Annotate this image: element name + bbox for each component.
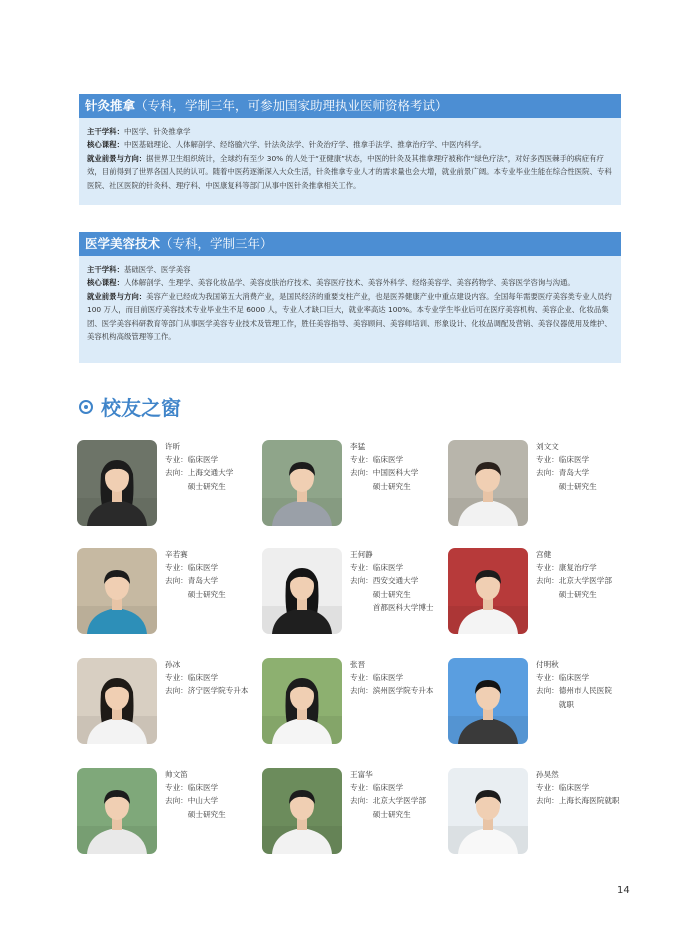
alumni-dest: 硕士研究生 [372, 809, 411, 819]
alumni-info [536, 548, 654, 601]
alumni-dest: 德州市人民医院 [558, 686, 612, 696]
alumni-major: 临床医学 [187, 673, 219, 683]
portrait-image [77, 768, 157, 854]
alumni-card [77, 658, 277, 748]
major-label: 专业： [165, 563, 188, 573]
alumni-photo [262, 548, 342, 634]
alumni-photo [448, 440, 528, 526]
dest-label: 去向： [350, 796, 373, 806]
alumni-card [448, 658, 648, 748]
major-label: 专业： [165, 783, 188, 793]
program-medical-cosmetology [79, 232, 621, 363]
dest-label: 去向： [536, 686, 559, 696]
target-icon [79, 400, 93, 414]
alumni-name: 宫健 [536, 550, 552, 559]
alumni-info [536, 768, 654, 808]
alumni-info [536, 440, 654, 493]
alumni-dest-row [536, 466, 654, 492]
alumni-major: 康复治疗学 [558, 563, 597, 573]
program-body [79, 118, 621, 192]
portrait-image [77, 658, 157, 744]
alumni-major-row [536, 671, 654, 684]
major-label: 专业： [536, 783, 559, 793]
program-header [79, 94, 621, 118]
alumni-dest: 济宁医学院专升本 [187, 686, 249, 696]
program-body [79, 256, 621, 343]
program-title: 针灸推拿 [85, 98, 136, 113]
dest-label: 去向： [350, 576, 373, 586]
alumni-photo [77, 658, 157, 744]
portrait-image [262, 548, 342, 634]
alumni-card [448, 440, 648, 530]
alumni-title-text: 校友之窗 [101, 396, 181, 420]
alumni-major: 临床医学 [372, 455, 404, 465]
alumni-dest: 北京大学医学部 [372, 796, 426, 806]
prospects: 美容产业已经成为我国第五大消费产业，是国民经济的重要支柱产业，也是医养健康产业中重点建设内容。全国每年需要医疗美容类专业人员约 100 万人，而目前医疗美容技术专业毕业生不足 6000 人，专业人才缺口巨大，就业率高达 100%。本专业学生毕业后可在医疗美容机构、美容企业、化妆品集团、医学美容科研教育等部门从事医学美容专业技术及管理工作，胜任美容指导、美容顾问、美容师培训、形象设计、化妆品调配及营销、美容仪器使用及维护、美容机构高级管理等工作。 [87, 291, 612, 342]
program-subtitle: （专科，学制三年） [160, 236, 273, 251]
alumni-card [262, 658, 462, 748]
alumni-major: 临床医学 [372, 783, 404, 793]
core-courses-label: 核心课程： [87, 278, 124, 288]
alumni-name: 辛若赛 [165, 550, 188, 559]
alumni-major: 临床医学 [372, 673, 404, 683]
portrait-image [262, 768, 342, 854]
alumni-dest: 上海长海医院就职 [558, 796, 620, 806]
alumni-info [536, 658, 654, 711]
program-acupuncture [79, 94, 621, 205]
alumni-major: 临床医学 [558, 783, 590, 793]
alumni-major: 临床医学 [187, 455, 219, 465]
dest-label: 去向： [165, 686, 188, 696]
dest-label: 去向： [165, 468, 188, 478]
main-subjects: 中医学、针灸推拿学 [123, 127, 191, 136]
prospects-label: 就业前景与方向： [87, 153, 147, 163]
alumni-major: 临床医学 [558, 455, 590, 465]
major-label: 专业： [536, 455, 559, 465]
portrait-image [77, 548, 157, 634]
alumni-section-title [79, 392, 181, 421]
alumni-dest: 首都医科大学博士 [372, 602, 434, 612]
alumni-dest: 滨州医学院专升本 [372, 686, 434, 696]
alumni-dest: 青岛大学 [558, 468, 590, 478]
major-label: 专业： [165, 673, 188, 683]
portrait-image [448, 658, 528, 744]
alumni-major: 临床医学 [187, 783, 219, 793]
main-subjects: 基础医学、医学美容 [123, 265, 191, 274]
alumni-dest: 中国医科大学 [372, 468, 419, 478]
alumni-dest: 硕士研究生 [558, 589, 597, 599]
alumni-card [77, 440, 277, 530]
alumni-name: 付明秋 [536, 660, 559, 669]
alumni-card [77, 768, 277, 858]
core-courses: 中医基础理论、人体解剖学、经络腧穴学、针法灸法学、针灸治疗学、推拿手法学、推拿治疗学、中医内科学。 [123, 140, 487, 150]
core-courses-label: 核心课程： [87, 140, 124, 150]
portrait-image [448, 440, 528, 526]
alumni-dest-row [536, 574, 654, 600]
alumni-dest: 硕士研究生 [372, 589, 411, 599]
alumni-dest: 硕士研究生 [558, 481, 597, 491]
alumni-photo [262, 658, 342, 744]
main-subjects-label: 主干学科： [87, 265, 124, 274]
alumni-photo [77, 440, 157, 526]
main-subjects-label: 主干学科： [87, 127, 124, 136]
alumni-dest-row [536, 684, 654, 710]
alumni-dest: 中山大学 [187, 796, 219, 806]
alumni-photo [262, 768, 342, 854]
alumni-name: 王何静 [350, 550, 373, 559]
dest-label: 去向： [350, 686, 373, 696]
alumni-name: 李猛 [350, 442, 366, 451]
page-number: 14 [617, 885, 630, 896]
program-header [79, 232, 621, 256]
alumni-name: 刘文文 [536, 442, 559, 451]
dest-label: 去向： [536, 576, 559, 586]
alumni-dest: 硕士研究生 [187, 481, 226, 491]
alumni-photo [448, 548, 528, 634]
dest-label: 去向： [536, 796, 559, 806]
major-label: 专业： [165, 455, 188, 465]
portrait-image [448, 768, 528, 854]
portrait-image [77, 440, 157, 526]
alumni-dest: 硕士研究生 [372, 481, 411, 491]
alumni-name: 王富华 [350, 770, 373, 779]
alumni-name: 帅文笛 [165, 770, 188, 779]
prospects: 据世界卫生组织统计，全球约有至少 30% 的人处于“亚健康”状态，中医的针灸及其推拿理疗被称作“绿色疗法”，对好多西医棘手的病症有疗效，目前得到了世界各国人民的认可。随着中医药逐渐深入大众生活，针灸推拿专业人才的需求量也会大增，就业前景广阔。本专业毕业生能在综合性医院、专科医院、社区医院的针灸科、理疗科、中医康复科等部门从事中医针灸推拿相关工作。 [87, 153, 612, 190]
alumni-major: 临床医学 [372, 563, 404, 573]
portrait-image [262, 658, 342, 744]
alumni-photo [77, 768, 157, 854]
alumni-major: 临床医学 [558, 673, 590, 683]
alumni-photo [448, 768, 528, 854]
dest-label: 去向： [536, 468, 559, 478]
alumni-dest: 上海交通大学 [187, 468, 234, 478]
alumni-photo [262, 440, 342, 526]
alumni-name: 孙冰 [165, 660, 181, 669]
alumni-major: 临床医学 [187, 563, 219, 573]
dest-label: 去向： [350, 468, 373, 478]
program-title: 医学美容技术 [85, 236, 161, 251]
major-label: 专业： [536, 563, 559, 573]
alumni-dest: 西安交通大学 [372, 576, 419, 586]
alumni-photo [448, 658, 528, 744]
major-label: 专业： [536, 673, 559, 683]
alumni-name: 许昕 [165, 442, 181, 451]
alumni-dest: 青岛大学 [187, 576, 219, 586]
alumni-dest: 北京大学医学部 [558, 576, 612, 586]
alumni-dest: 硕士研究生 [187, 809, 226, 819]
alumni-card [448, 548, 648, 638]
program-subtitle: （专科，学制三年，可参加国家助理执业医师资格考试） [135, 98, 448, 113]
major-label: 专业： [350, 563, 373, 573]
alumni-major-row [536, 453, 654, 466]
major-label: 专业： [350, 455, 373, 465]
alumni-name: 孙昊然 [536, 770, 559, 779]
dest-label: 去向： [165, 796, 188, 806]
alumni-name: 张晋 [350, 660, 366, 669]
alumni-dest-row [536, 794, 654, 807]
alumni-major-row [536, 781, 654, 794]
alumni-dest: 硕士研究生 [187, 589, 226, 599]
alumni-dest: 就职 [558, 699, 574, 709]
alumni-card [448, 768, 648, 858]
alumni-major-row [536, 561, 654, 574]
alumni-card [262, 768, 462, 858]
alumni-card [262, 548, 462, 638]
major-label: 专业： [350, 673, 373, 683]
dest-label: 去向： [165, 576, 188, 586]
alumni-card [77, 548, 277, 638]
alumni-card [262, 440, 462, 530]
portrait-image [262, 440, 342, 526]
alumni-photo [77, 548, 157, 634]
core-courses: 人体解剖学、生理学、美容化妆品学、美容皮肤治疗技术、美容医疗技术、美容外科学、经络美容学、美容药物学、美容医学咨询与沟通。 [123, 278, 575, 288]
prospects-label: 就业前景与方向： [87, 291, 147, 301]
major-label: 专业： [350, 783, 373, 793]
portrait-image [448, 548, 528, 634]
